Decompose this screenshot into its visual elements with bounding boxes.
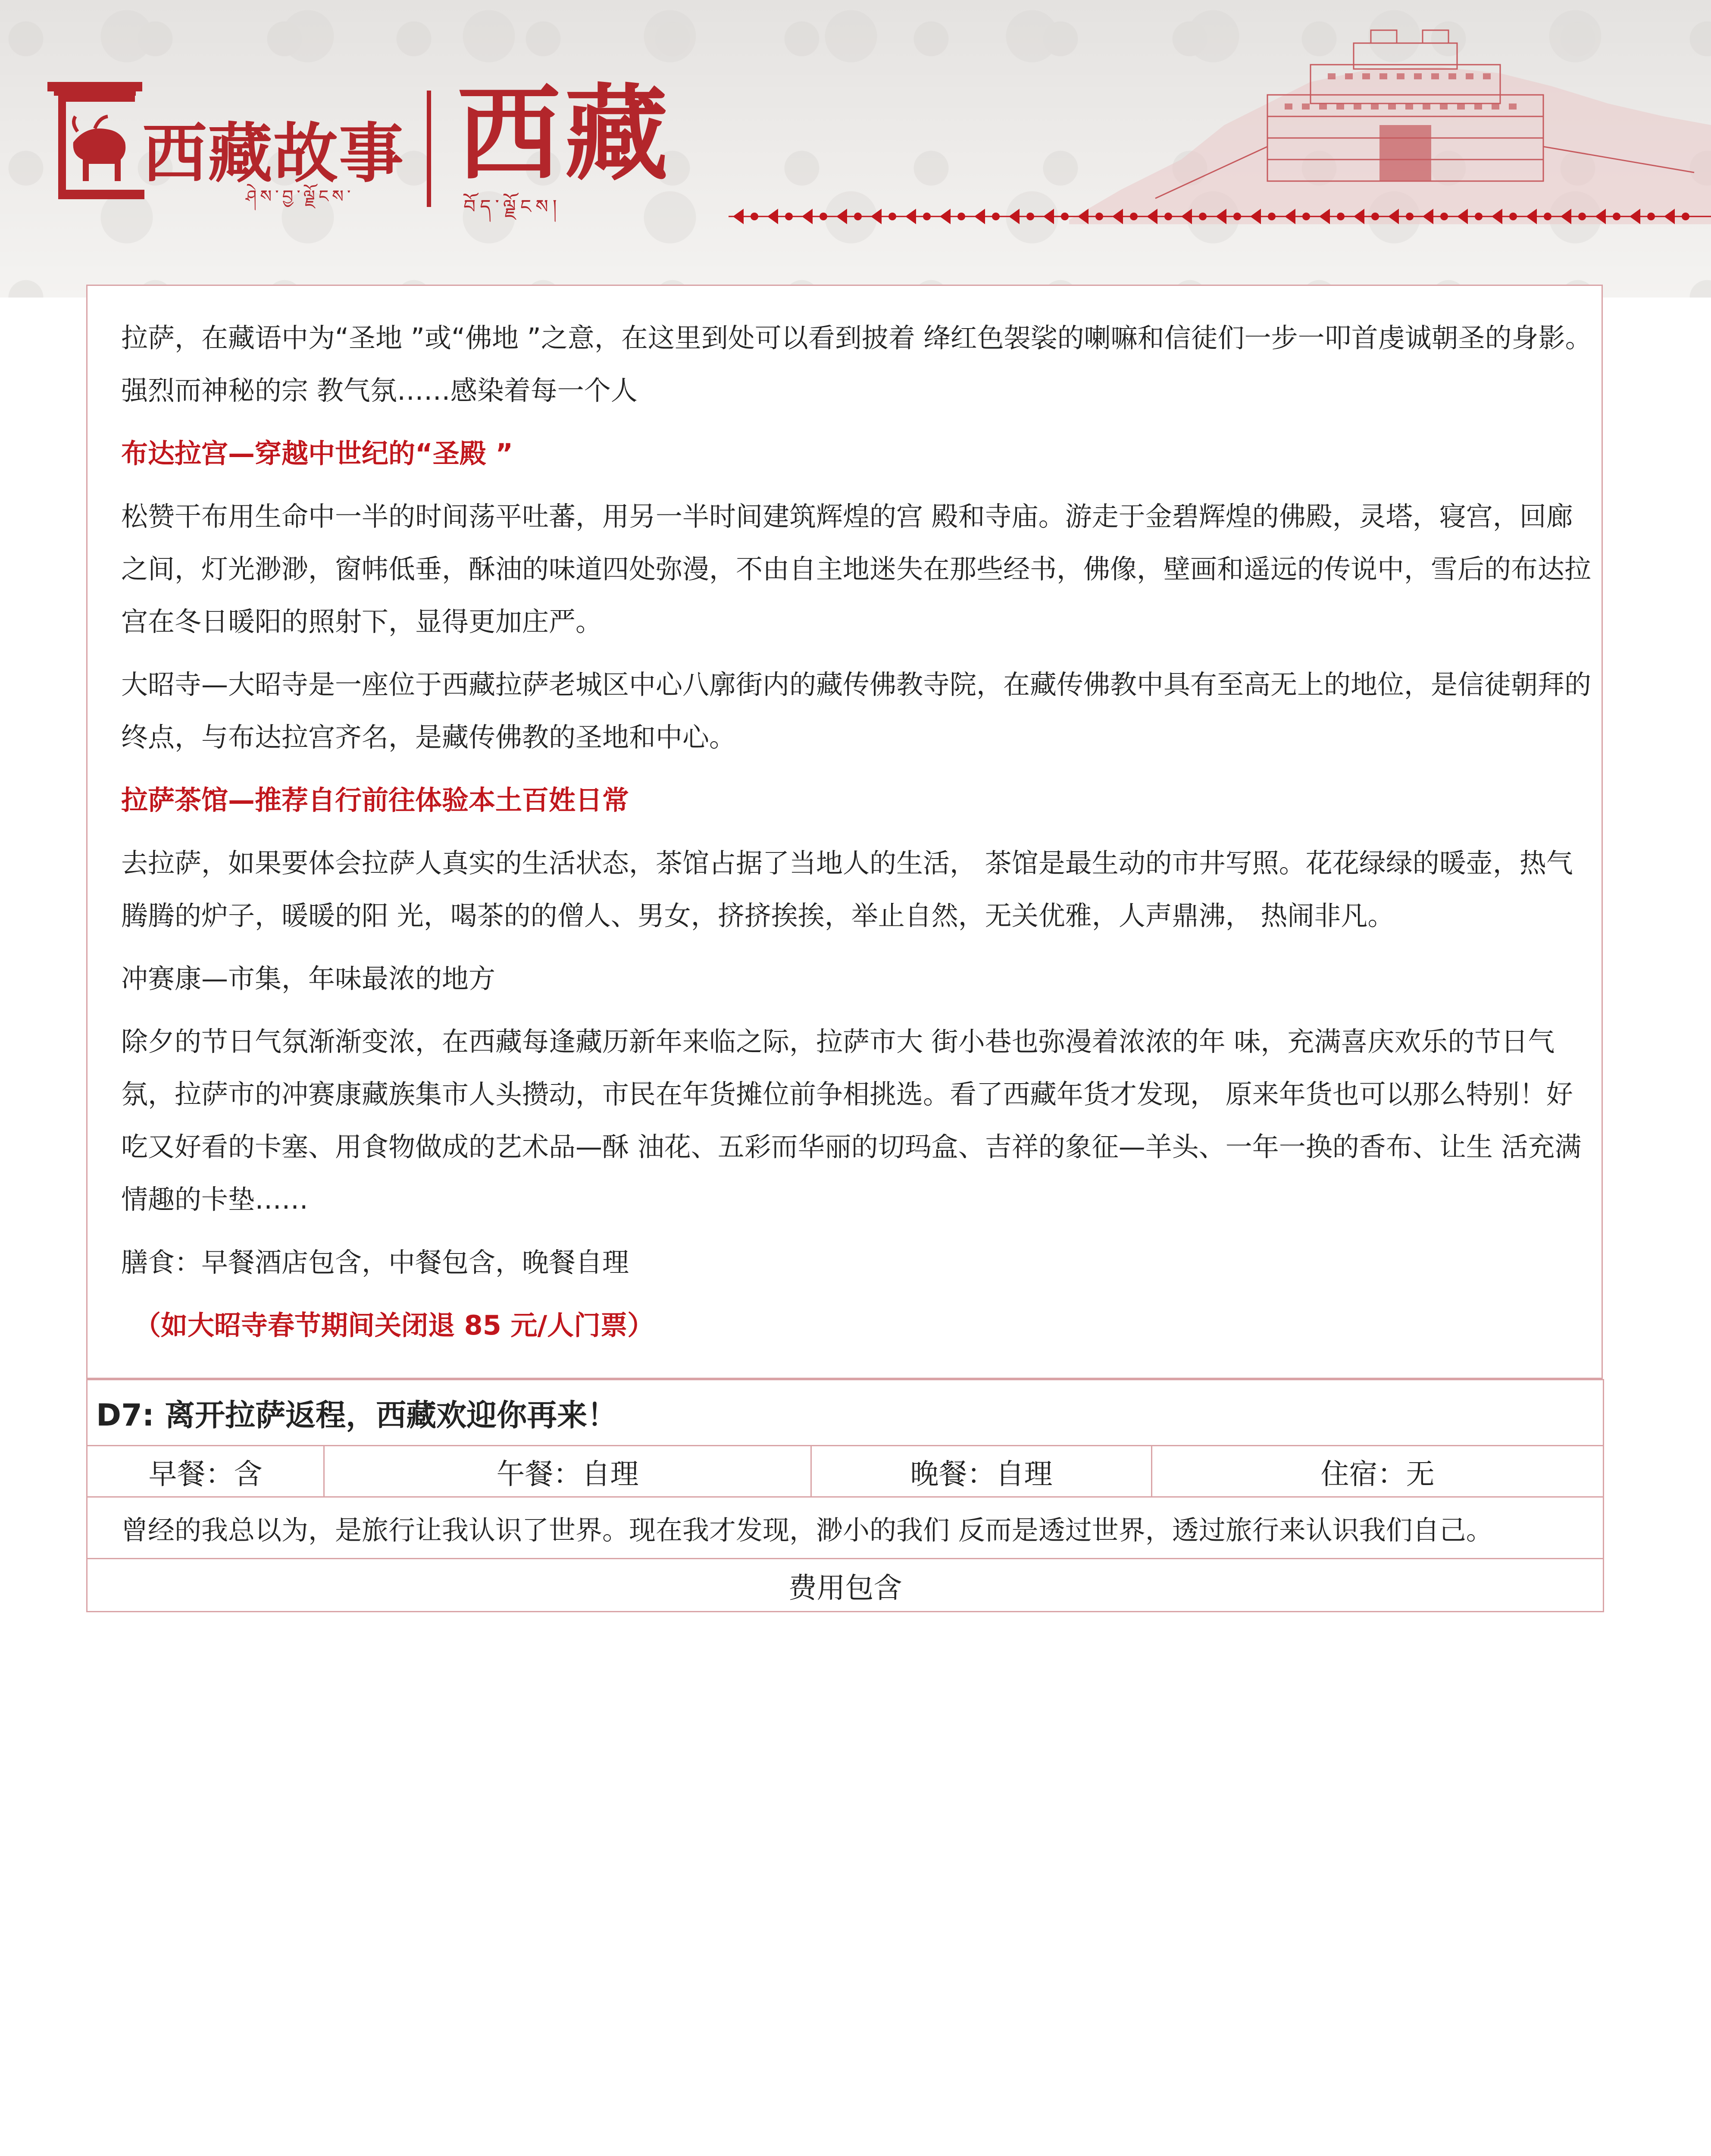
lodging-cell: 住宿：无 bbox=[1152, 1446, 1604, 1497]
fee-included-label: 费用包含 bbox=[87, 1559, 1604, 1612]
temple-gate-icon bbox=[43, 78, 147, 207]
itinerary-content-box bbox=[86, 285, 1603, 1379]
refund-note: （如大昭寺春节期间关闭退 85 元/人门票） bbox=[134, 1310, 654, 1341]
brand-logo[interactable] bbox=[43, 73, 690, 218]
decorative-ornament-border bbox=[729, 199, 1711, 234]
breakfast-cell: 早餐：含 bbox=[87, 1446, 324, 1497]
intro-paragraph: 拉萨，在藏语中为“圣地 ”或“佛地 ”之意，在这里到处可以看到披着 绛红色袈裟的喇嘛和信徒们一步一叩首虔诚朝圣的身影。强烈而神秘的宗 教气氛……感染着每一个人 bbox=[121, 322, 1592, 406]
day7-title: D7: 离开拉萨返程，西藏欢迎你再来！ bbox=[87, 1380, 1604, 1446]
dinner-cell: 晚餐：自理 bbox=[811, 1446, 1152, 1497]
day7-table bbox=[86, 1379, 1604, 1612]
brand-name: 西藏故事 bbox=[142, 116, 405, 191]
jokhang-paragraph: 大昭寺—大昭寺是一座位于西藏拉萨老城区中心八廓街内的藏传佛教寺院，在藏传佛教中具有至高无上的地位，是信徒朝拜的终点，与布达拉宫齐名，是藏传佛教的圣地和中心。 bbox=[121, 669, 1592, 753]
itinerary-text bbox=[121, 312, 1595, 1352]
day7-description: 曾经的我总以为，是旅行让我认识了世界。现在我才发现，渺小的我们 反而是透过世界，透过旅行来认识我们自己。 bbox=[87, 1497, 1604, 1559]
logo-divider bbox=[427, 91, 431, 207]
lunch-cell: 午餐：自理 bbox=[324, 1446, 811, 1497]
potala-heading: 布达拉宫—穿越中世纪的“圣殿 ” bbox=[121, 438, 513, 469]
brand-subtitle: ཤེས་བྱ་ལྗོངས་ bbox=[246, 187, 354, 207]
region-title: 西藏 bbox=[457, 73, 673, 194]
market-paragraph: 除夕的节日气氛渐渐变浓，在西藏每逢藏历新年来临之际，拉萨市大 街小巷也弥漫着浓浓的年 味，充满喜庆欢乐的节日气氛，拉萨市的冲赛康藏族集市人头攒动，市民在年货摊位前争相挑选。看了西藏年货才发现， 原来年货也可以那么特别！好吃又好看的卡塞、用食物做成的艺术品—酥 油花、五彩而华丽的切玛盒、吉祥的象征—羊头、一年一换的香布、让生 活充满情趣的卡垫…… bbox=[121, 1026, 1582, 1215]
market-title: 冲赛康—市集，年味最浓的地方 bbox=[121, 963, 496, 994]
header-banner bbox=[0, 0, 1711, 298]
meals-line: 膳食：早餐酒店包含，中餐包含，晚餐自理 bbox=[121, 1247, 629, 1278]
region-subtitle: བོད་ལྗོངས། bbox=[463, 196, 561, 218]
teahouse-paragraph: 去拉萨，如果要体会拉萨人真实的生活状态，茶馆占据了当地人的生活， 茶馆是最生动的市井写照。花花绿绿的暖壶，热气腾腾的炉子，暖暖的阳 光，喝茶的的僧人、男女，挤挤挨挨，举止自然，无关优雅，人声鼎沸， 热闹非凡。 bbox=[121, 847, 1573, 931]
potala-paragraph: 松赞干布用生命中一半的时间荡平吐蕃，用另一半时间建筑辉煌的宫 殿和寺庙。游走于金碧辉煌的佛殿，灵塔，寝宫，回廊之间，灯光渺渺，窗帏低垂，酥油的味道四处弥漫，不由自主地迷失在那些经书，佛像，壁画和遥远的传说中，雪后的布达拉宫在冬日暖阳的照射下，显得更加庄严。 bbox=[121, 501, 1592, 637]
potala-palace-illustration bbox=[1069, 17, 1711, 224]
teahouse-heading: 拉萨茶馆—推荐自行前往体验本土百姓日常 bbox=[121, 784, 629, 816]
